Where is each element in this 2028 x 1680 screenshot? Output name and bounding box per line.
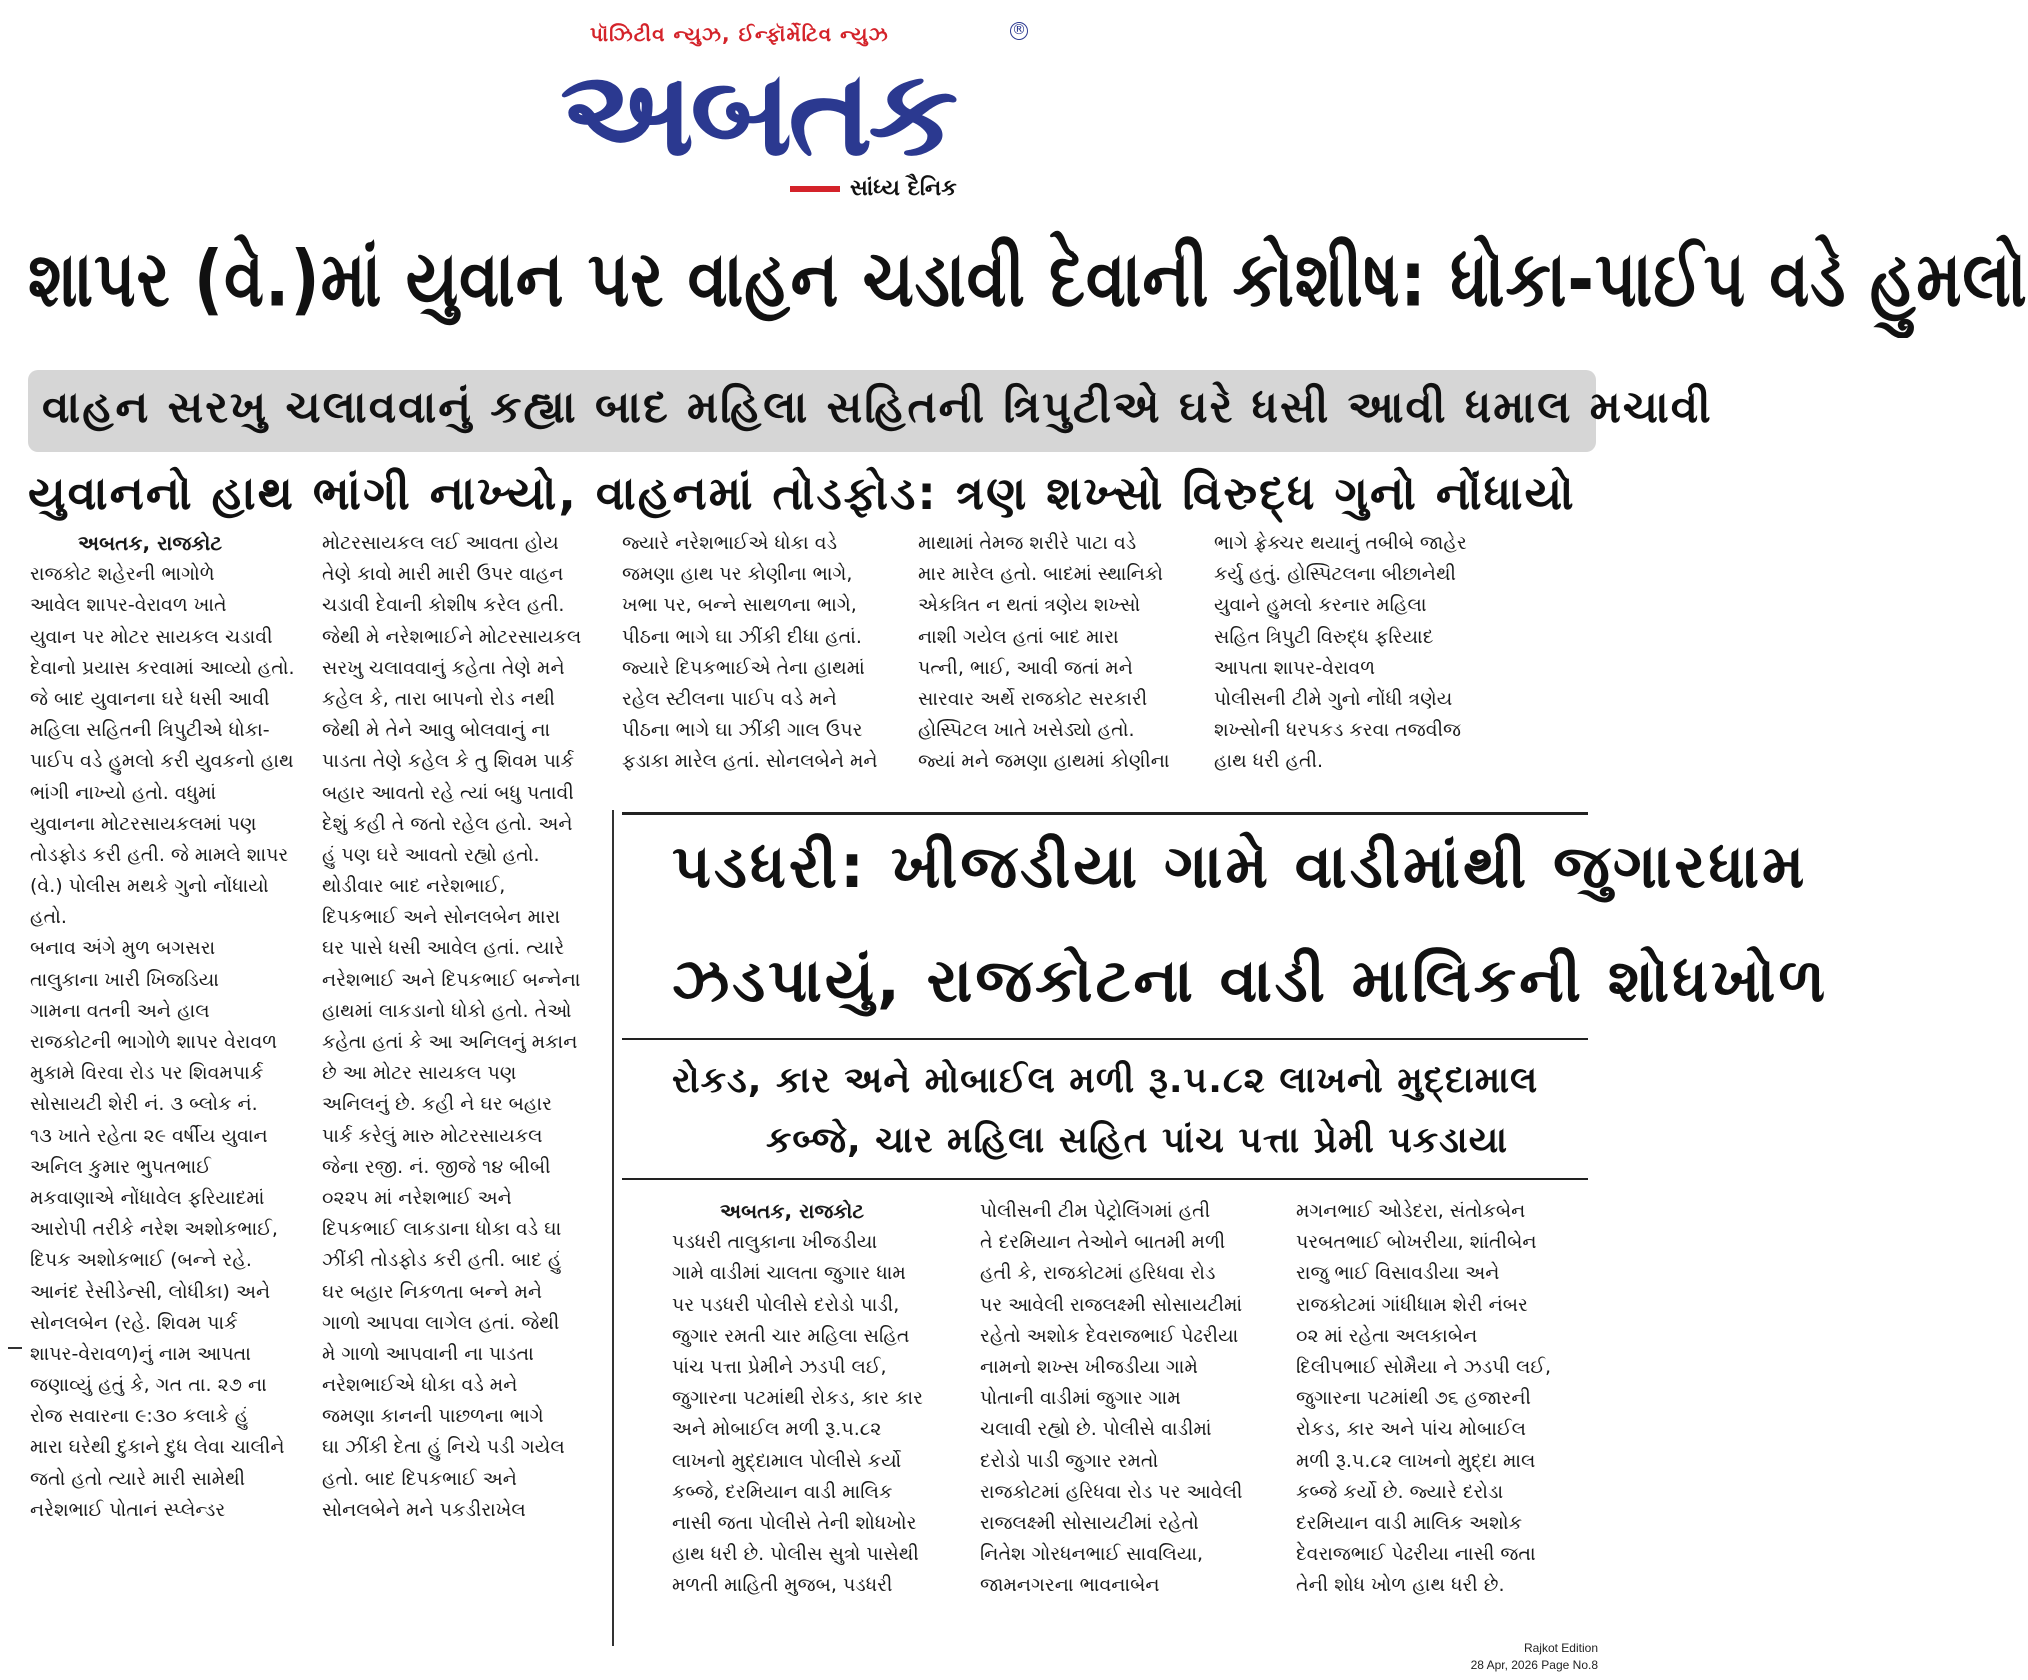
text-line: પોતાની વાડીમાં જુગાર ગામ	[980, 1387, 1181, 1410]
text-line: હું પણ ઘરે આવતો રહ્યો હતો.	[322, 843, 540, 866]
text-line: ઘર બહાર નિકળતા બન્ને મને	[322, 1280, 543, 1303]
text-line: જમણા હાથ પર કોણીના ભાગે,	[622, 563, 853, 586]
text-line: યુવાનના મોટરસાયકલમાં પણ	[30, 812, 257, 835]
text-line: મારા ઘરેથી દુકાને દુધ લેવા ચાલીને	[30, 1436, 285, 1459]
text-line: સોસાયટી શેરી નં. ૩ બ્લોક નં.	[30, 1093, 258, 1116]
text-line: હતો. બાદ દિપકભાઈ અને	[322, 1467, 517, 1490]
text-line: જુગારના પટમાંથી ૭૬ હજારની	[1296, 1387, 1531, 1410]
text-line: અને મોબાઈલ મળી રૂ.૫.૮૨	[672, 1418, 882, 1441]
story1-byline: અબતક, રાજકોટ	[78, 531, 223, 555]
text-line: રાજુ ભાઈ વિસાવડીયા અને	[1296, 1262, 1500, 1285]
text-line: આરોપી તરીકે નરેશ અશોકભાઈ,	[30, 1218, 278, 1241]
text-line: પાઈપ વડે હુમલો કરી યુવકનો હાથ	[30, 750, 294, 773]
text-line: દેવરાજભાઈ પેઢરીયા નાસી જતા	[1296, 1543, 1536, 1566]
text-line: મકવાણાએ નોંધાવેલ ફરિયાદમાં	[30, 1186, 265, 1209]
text-line: ચડાવી દેવાની કોશીષ કરેલ હતી.	[322, 594, 565, 617]
text-line: મહિલા સહિતની ત્રિપુટીએ ધોકા-	[30, 719, 270, 742]
text-line: ૦૨૨૫ માં નરેશભાઈ અને	[322, 1186, 512, 1209]
text-line: જેથી મે તેને આવુ બોલવાનું ના	[322, 719, 551, 742]
text-line: નિતેશ ગોરધનભાઈ સાવલિયા,	[980, 1543, 1204, 1566]
text-line: કહેલ કે, તારા બાપનો રોડ નથી	[322, 687, 555, 710]
text-line: રહેતો અશોક દેવરાજભાઈ પેઢરીયા	[980, 1324, 1239, 1347]
text-line: તે દરમિયાન તેઓને બાતમી મળી	[980, 1231, 1226, 1254]
text-line: હોસ્પિટલ ખાતે ખસેડ્યો હતો.	[918, 719, 1135, 742]
text-line: નાશી ગયેલ હતાં બાદ મારા	[918, 625, 1119, 648]
column-divider	[612, 810, 614, 1646]
text-line: પરબતભાઈ બોખરીયા, શાંતીબેન	[1296, 1231, 1537, 1254]
story2-column-1	[672, 1196, 954, 1601]
text-line: ખભા પર, બન્ને સાથળના ભાગે,	[622, 594, 857, 617]
story1-subhead2: યુવાનનો હાથ ભાંગી નાખ્યો, વાહનમાં તોડફોડ: ત્રણ શખ્સો વિરુદ્ધ ગુનો નોંધાયો	[28, 466, 1576, 520]
text-line: દેશું કહી તે જતો રહેલ હતો. અને	[322, 812, 573, 835]
text-line: પોલીસની ટીમે ગુનો નોંધી ત્રણેય	[1214, 687, 1453, 710]
story1-column-2	[322, 528, 594, 1526]
registered-mark: ®	[1012, 22, 1026, 38]
text-line: રાજલક્ષ્મી સોસાયટીમાં રહેતો	[980, 1511, 1199, 1534]
text-line: સારવાર અર્થે રાજકોટ સરકારી	[918, 687, 1148, 710]
text-line: તેણે કાવો મારી મારી ઉપર વાહન	[322, 563, 564, 586]
text-line: રાજકોટની ભાગોળે શાપર વેરાવળ	[30, 1031, 278, 1053]
text-line: આવેલ શાપર-વેરાવળ ખાતે	[30, 594, 227, 617]
text-line: સરખુ ચલાવવાનું કહેતા તેણે મને	[322, 656, 565, 679]
text-line: રોજ સવારના ૯:૩૦ કલાકે હું	[30, 1405, 249, 1428]
text-line: ઝીંકી તોડફોડ કરી હતી. બાદ હું	[322, 1249, 562, 1272]
text-line: દેવાનો પ્રયાસ કરવામાં આવ્યો હતો.	[30, 656, 295, 679]
text-line: નામનો શખ્સ ખીજડીયા ગામે	[980, 1355, 1198, 1378]
newspaper-logo: અબતક	[560, 44, 954, 182]
text-line: માથામાં તેમજ શરીરે પાટા વડે	[918, 532, 1137, 554]
text-line: જણાવ્યું હતું કે, ગત તા. ૨૭ ના	[30, 1374, 267, 1397]
text-line: ઘા ઝીંકી દેતા હું નિચે પડી ગયેલ	[322, 1436, 565, 1459]
text-line: હતી કે, રાજકોટમાં હરિધવા રોડ	[980, 1262, 1216, 1285]
text-line: પોલીસની ટીમ પેટ્રોલિંગમાં હતી	[980, 1200, 1211, 1222]
text-line: રોકડ, કાર અને પાંચ મોબાઈલ	[1296, 1418, 1527, 1441]
text-line: શખ્સોની ધરપકડ કરવા તજવીજ	[1214, 719, 1461, 742]
text-line: પાર્ક કરેલું મારુ મોટરસાયકલ	[322, 1124, 543, 1147]
text-line: જ્યારે નરેશભાઈએ ધોકા વડે	[622, 532, 838, 554]
text-line: હાથ ધરી છે. પોલીસ સુત્રો પાસેથી	[672, 1543, 919, 1566]
story2-headline-rule	[622, 1038, 1588, 1040]
text-line: મળી રૂ.૫.૮૨ લાખનો મુદ્દા માલ	[1296, 1449, 1536, 1472]
text-line: યુવાને હુમલો કરનાર મહિલા	[1214, 594, 1427, 617]
text-line: નરેશભાઈએ ધોકા વડે મને	[322, 1374, 518, 1397]
text-line: બહાર આવતો રહે ત્યાં બધુ પતાવી	[322, 781, 574, 804]
text-line: અનિલનું છે. કહી ને ઘર બહાર	[322, 1093, 552, 1116]
text-line: અનિલ કુમાર ભુપતભાઈ	[30, 1155, 211, 1178]
text-line: શાપર-વેરાવળ)નું નામ આપતા	[30, 1342, 251, 1365]
text-line: ૧૩ ખાતે રહેતા ૨૯ વર્ષીય યુવાન	[30, 1124, 268, 1147]
story-divider	[622, 812, 1588, 815]
text-line: હાથમાં લાકડાનો ધોકો હતો. તેઓ	[322, 999, 572, 1022]
text-line: જ્યાં મને જમણા હાથમાં કોણીના	[918, 750, 1170, 773]
text-line: કબ્જે કર્યો છે. જ્યારે દરોડા	[1296, 1480, 1504, 1503]
edition-type: સાંધ્ય દૈનિક	[850, 176, 957, 201]
text-line: જેથી મે નરેશભાઈને મોટરસાયકલ	[322, 625, 582, 648]
story1-column-3	[622, 528, 892, 778]
text-line: રહેલ સ્ટીલના પાઈપ વડે મને	[622, 687, 837, 710]
text-line: પાંચ પત્તા પ્રેમીને ઝડપી લઈ,	[672, 1355, 887, 1378]
text-line: મોટરસાયકલ લઈ આવતા હોય	[322, 532, 559, 554]
text-line: સોનલબેને મને પકડીરાખેલ	[322, 1498, 526, 1521]
text-line: કહેતા હતાં કે આ અનિલનું મકાન	[322, 1031, 578, 1053]
text-line: જ્યારે દિપકભાઈએ તેના હાથમાં	[622, 656, 865, 679]
text-line: પર પડધરી પોલીસે દરોડો પાડી,	[672, 1293, 900, 1316]
text-line: નરેશભાઈ અને દિપકભાઈ બન્નેના	[322, 968, 581, 991]
text-line: જામનગરના ભાવનાબેન	[980, 1574, 1160, 1597]
logo-accent-bar	[790, 186, 840, 192]
story1-column-5	[1214, 528, 1486, 778]
text-line: મગનભાઈ ઓડેદરા, સંતોકબેન	[1296, 1200, 1526, 1222]
text-line: તોડફોડ કરી હતી. જે મામલે શાપર	[30, 843, 289, 866]
margin-mark	[8, 1347, 22, 1349]
story2-headline-line1: પડધરી: ખીજડીયા ગામે વાડીમાંથી જુગારધામ	[672, 832, 1808, 902]
story1-column-1	[30, 528, 298, 1526]
date-page-label: 28 Apr, 2026 Page No.8	[1470, 1658, 1598, 1672]
text-line: દરોડો પાડી જુગાર રમતો	[980, 1449, 1159, 1472]
text-line: ગામે વાડીમાં ચાલતા જુગાર ધામ	[672, 1262, 906, 1285]
text-line: બનાવ અંગે મુળ બગસરા	[30, 937, 216, 960]
story2-byline: અબતક, રાજકોટ	[720, 1199, 865, 1223]
text-line: નાસી જતા પોલીસે તેની શોધખોર	[672, 1511, 917, 1534]
text-line: થોડીવાર બાદ નરેશભાઈ,	[322, 875, 506, 898]
text-line: ગાળો આપવા લાગેલ હતાં. જેથી	[322, 1311, 560, 1334]
text-line: મળતી માહિતી મુજબ, પડધરી	[672, 1574, 893, 1597]
text-line: જમણા કાનની પાછળના ભાગે	[322, 1405, 544, 1428]
text-line: ભાંગી નાખ્યો હતો. વધુમાં	[30, 781, 217, 804]
text-line: જુગારના પટમાંથી રોકડ, કાર કાર	[672, 1387, 923, 1410]
text-line: કબ્જે, દરમિયાન વાડી માલિક	[672, 1480, 893, 1503]
text-line: દિપકભાઈ અને સોનલબેન મારા	[322, 906, 561, 929]
text-line: કર્યુ હતું. હોસ્પિટલના બીછાનેથી	[1214, 563, 1456, 586]
text-line: જતો હતો ત્યારે મારી સામેથી	[30, 1467, 246, 1490]
text-line: પીઠના ભાગે ઘા ઝીંકી દીધા હતાં.	[622, 625, 862, 648]
story1-headline: શાપર (વે.)માં યુવાન પર વાહન ચડાવી દેવાની કોશીષ: ધોકા-પાઈપ વડે હુમલો	[28, 236, 2028, 325]
story1-subhead: વાહન સરખુ ચલાવવાનું કહ્યા બાદ મહિલા સહિતની ત્રિપુટીએ ઘરે ધસી આવી ધમાલ મચાવી	[42, 382, 1713, 433]
text-line: રાજકોટ શહેરની ભાગોળે	[30, 563, 215, 586]
text-line: ગામના વતની અને હાલ	[30, 999, 210, 1022]
text-line: ભાગે ફ્રેક્ચર થયાનું તબીબે જાહેર	[1214, 532, 1467, 554]
text-line: જુગાર રમતી ચાર મહિલા સહિત	[672, 1324, 910, 1347]
text-line: આપતા શાપર-વેરાવળ	[1214, 656, 1376, 679]
text-line: નરેશભાઈ પોતાનં સ્પ્લેન્ડર	[30, 1498, 226, 1521]
text-line: જે બાદ યુવાનના ઘરે ધસી આવી	[30, 687, 270, 710]
text-line: આનંદ રેસીડેન્સી, લોધીકા) અને	[30, 1280, 271, 1303]
text-line: (વે.) પોલીસ મથકે ગુનો નોંધાયો	[30, 875, 269, 898]
text-line: દિપક અશોકભાઈ (બન્ને રહે.	[30, 1249, 252, 1272]
masthead	[560, 18, 1040, 208]
story2-headline-line2: ઝડપાયું, રાજકોટના વાડી માલિકની શોધખોળ	[672, 946, 1829, 1016]
text-line: ૦૨ માં રહેતા અલકાબેન	[1296, 1324, 1478, 1347]
story2-subhead-line2: કબ્જે, ચાર મહિલા સહિત પાંચ પત્તા પ્રેમી પકડાયા	[765, 1120, 1509, 1161]
text-line: હાથ ધરી હતી.	[1214, 750, 1324, 773]
story2-column-3	[1296, 1196, 1592, 1601]
text-line: દિપકભાઈ લાકડાના ધોકા વડે ઘા	[322, 1218, 562, 1241]
story2-subhead-rule	[622, 1178, 1588, 1180]
masthead-tagline: પૉઝિટીવ ન્યુઝ, ઈન્ફૉર્મેટિવ ન્યુઝ	[590, 22, 889, 46]
text-line: છે આ મોટર સાયકલ પણ	[322, 1062, 517, 1085]
text-line: ચલાવી રહ્યો છે. પોલીસે વાડીમાં	[980, 1418, 1212, 1441]
text-line: લાખનો મુદ્દામાલ પોલીસે કર્યો	[672, 1449, 902, 1472]
text-line: મે ગાળો આપવાની ના પાડતા	[322, 1342, 534, 1365]
text-line: ફડાકા મારેલ હતાં. સોનલબેને મને	[622, 750, 878, 773]
text-line: રાજકોટમાં ગાંધીધામ શેરી નંબર	[1296, 1293, 1528, 1316]
story2-column-2	[980, 1196, 1270, 1601]
text-line: દિલીપભાઈ સોમૈયા ને ઝડપી લઈ,	[1296, 1355, 1552, 1378]
text-line: રાજકોટમાં હરિધવા રોડ પર આવેલી	[980, 1480, 1243, 1503]
text-line: એકત્રિત ન થતાં ત્રણેય શખ્સો	[918, 594, 1141, 617]
text-line: પાડતા તેણે કહેલ કે તુ શિવમ પાર્ક	[322, 750, 574, 773]
text-line: મુકામે વિરવા રોડ પર શિવમપાર્ક	[30, 1062, 264, 1085]
text-line: હતો.	[30, 906, 67, 929]
text-line: પડધરી તાલુકાના ખીજડીયા	[672, 1231, 878, 1254]
story1-column-4	[918, 528, 1190, 778]
text-line: પીઠના ભાગે ઘા ઝીંકી ગાલ ઉપર	[622, 719, 863, 742]
text-line: ઘર પાસે ધસી આવેલ હતાં. ત્યારે	[322, 937, 565, 960]
text-line: જેના રજી. નં. જીજે ૧૪ બીબી	[322, 1155, 551, 1178]
text-line: પત્ની, ભાઈ, આવી જતાં મને	[918, 656, 1133, 679]
text-line: સોનલબેન (રહે. શિવમ પાર્ક	[30, 1311, 238, 1334]
text-line: દરમિયાન વાડી માલિક અશોક	[1296, 1511, 1522, 1534]
text-line: માર મારેલ હતો. બાદમાં સ્થાનિકો	[918, 563, 1164, 586]
text-line: તેની શોધ ખોળ હાથ ધરી છે.	[1296, 1574, 1505, 1597]
text-line: સહિત ત્રિપુટી વિરુદ્ધ ફરિયાદ	[1214, 625, 1434, 648]
story2-subhead-line1: રોકડ, કાર અને મોબાઈલ મળી રૂ.૫.૮૨ લાખનો મુદ્દામાલ	[672, 1060, 1539, 1101]
edition-label: Rajkot Edition	[1523, 1641, 1598, 1655]
text-line: તાલુકાના ખારી ખિજડિયા	[30, 968, 219, 991]
text-line: યુવાન પર મોટર સાયકલ ચડાવી	[30, 625, 273, 648]
text-line: પર આવેલી રાજલક્ષ્મી સોસાયટીમાં	[980, 1293, 1243, 1316]
page-footer	[1471, 1640, 1598, 1674]
